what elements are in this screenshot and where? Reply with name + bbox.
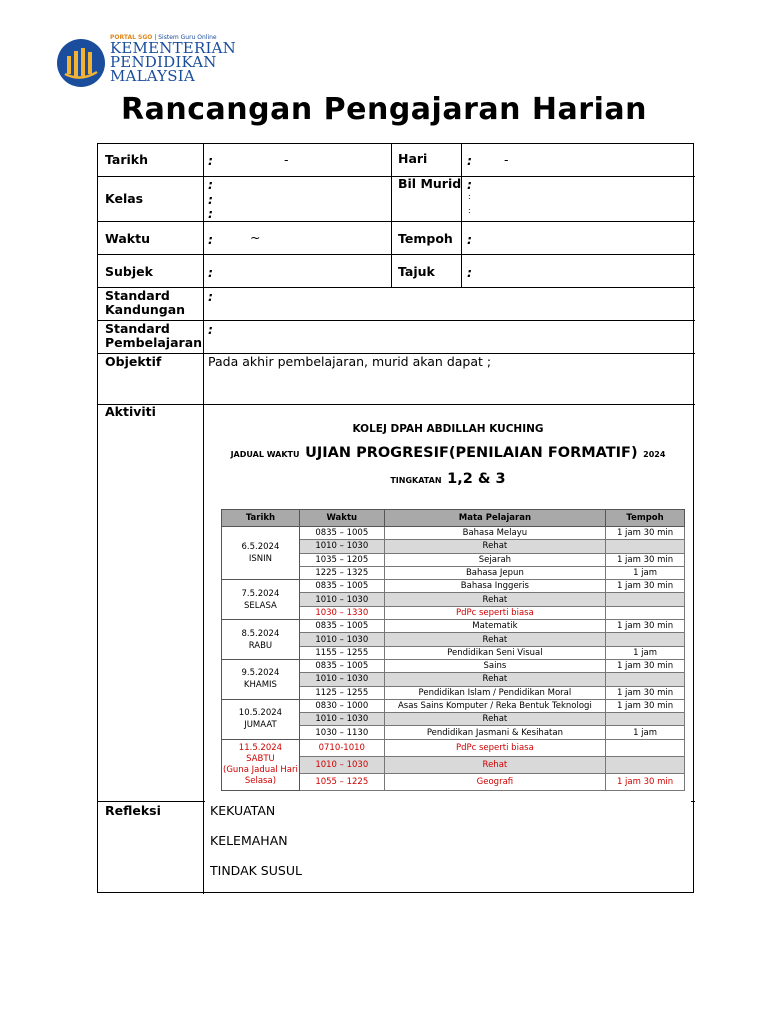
table-row: 11.5.2024 SABTU (Guna Jadual Hari Selasa) 0710-1010 PdPc seperti biasa [222, 739, 685, 756]
tempoh-label: Tempoh [398, 231, 453, 246]
table-row: 1035 – 1205 Sejarah 1 jam 30 min [222, 553, 685, 566]
table-row: 10.5.2024 JUMAAT 0830 – 1000 Asas Sains Komputer / Reka Bentuk Teknologi 1 jam 30 min [222, 699, 685, 712]
table-row: 9.5.2024 KHAMIS 0835 – 1005 Sains 1 jam 30 min [222, 659, 685, 672]
kekuatan-text[interactable]: KEKUATAN [210, 803, 276, 818]
hari-field[interactable]: - [504, 152, 509, 167]
tingkatan-line: TINGKATAN 1,2 & 3 [390, 471, 506, 487]
table-row: 1055 – 1225 Geografi 1 jam 30 min [222, 773, 685, 790]
standard-pembelajaran-label: Standard Pembelajaran [105, 321, 203, 350]
subjek-label: Subjek [105, 264, 153, 279]
kpm-emblem-icon [56, 38, 106, 88]
table-row: 1010 – 1030 Rehat [222, 673, 685, 686]
page-title: Rancangan Pengajaran Harian [121, 92, 647, 127]
table-row: 1010 – 1030 Rehat [222, 633, 685, 646]
standard-kandungan-label: Standard Kandungan [105, 288, 186, 317]
ministry-line-1: KEMENTERIAN [110, 39, 236, 57]
kelemahan-text[interactable]: KELEMAHAN [210, 833, 288, 848]
col-tarikh: Tarikh [222, 510, 300, 527]
kelas-label: Kelas [105, 191, 144, 206]
rph-form: Tarikh : - Hari : - Kelas : : : Bil Murid : : : Waktu : ~ Tempoh : Subjek : Tajuk : Standard Kandungan : Standard Pembelajaran : Objektif Pada akhir pembelajaran, murid akan dapat ; Aktiviti KOLEJ DPAH ABDILLAH KUCHING JADUAL WAKTU UJIAN PROGRESIF(PENILAIAN FORMATIF) 2024 TINGKATAN 1,2 & 3 Tarikh Waktu Mata Pelajaran Tempoh 6.5.2024 ISNIN 0835 – 1005 Bahasa Melayu 1 jam 30 min 1010 – 1030 Rehat 1035 – 1205 Sejarah 1 jam 30 min 1225 – 1325 Bahasa Jepun 1 jam 7.5.2024 SELASA 0835 – 1005 Bahasa Inggeris 1 jam 30 min 1010 – 1030 Rehat 1030 – 1330 PdPc seperti biasa 8.5.2024 RABU 0835 – 1005 Matematik 1 jam 30 min 1010 – 1030 Rehat 1155 – 1255 Pendidikan Seni Visual 1 jam 9.5.2024 KHAMIS 0835 – 1005 Sains 1 jam 30 min 1010 – 1030 Rehat 1125 – 1255 Pendidikan Islam / Pendidikan Moral 1 jam 30 min 10.5.2024 JUMAAT 0830 – 1000 Asas Sains Komputer / Reka Bentuk Teknologi 1 jam 30 min 1010 – 1030 Rehat 1030 – 1130 Pendidikan Jasmani & Kesihatan 1 jam 11.5.2024 SABTU (Guna Jadual Hari Selasa) 0710-1010 PdPc seperti biasa 1010 – 1030 Rehat 1055 – 1225 Geografi 1 jam 30 min Refleksi KEKUATAN KELEMAHAN TINDAK SUSUL [97, 143, 694, 893]
tajuk-label: Tajuk [398, 264, 435, 279]
waktu-label: Waktu [105, 231, 150, 246]
table-row: 1010 – 1030 Rehat [222, 756, 685, 773]
timetable [221, 509, 685, 791]
aktiviti-label: Aktiviti [105, 404, 156, 419]
table-row: 1010 – 1030 Rehat [222, 593, 685, 606]
ministry-line-2: PENDIDIKAN [110, 53, 217, 71]
waktu-field[interactable]: ~ [250, 230, 261, 245]
col-tempoh: Tempoh [606, 510, 685, 527]
ministry-line-3: MALAYSIA [110, 67, 195, 85]
col-mata-pelajaran: Mata Pelajaran [384, 510, 605, 527]
date-cell: 11.5.2024 SABTU (Guna Jadual Hari Selasa) [222, 739, 300, 790]
date-cell: 9.5.2024 KHAMIS [222, 659, 300, 699]
tindak-susul-text[interactable]: TINDAK SUSUL [210, 863, 302, 878]
school-name: KOLEJ DPAH ABDILLAH KUCHING [352, 423, 544, 435]
tarikh-field[interactable]: - [284, 152, 289, 167]
kpm-logo [56, 34, 236, 86]
portal-sub: | Sistem Guru Online [154, 34, 217, 41]
timetable-image [205, 405, 691, 802]
portal-label: PORTAL SGO [110, 34, 153, 41]
table-row: 1030 – 1330 PdPc seperti biasa [222, 606, 685, 619]
table-row: 1030 – 1130 Pendidikan Jasmani & Kesihatan 1 jam [222, 726, 685, 739]
date-cell: 10.5.2024 JUMAAT [222, 699, 300, 739]
date-cell: 8.5.2024 RABU [222, 620, 300, 660]
table-row: 8.5.2024 RABU 0835 – 1005 Matematik 1 jam 30 min [222, 620, 685, 633]
table-row: 6.5.2024 ISNIN 0835 – 1005 Bahasa Melayu 1 jam 30 min [222, 527, 685, 540]
ministry-name [110, 41, 236, 83]
table-row: 1125 – 1255 Pendidikan Islam / Pendidikan Moral 1 jam 30 min [222, 686, 685, 699]
date-cell: 7.5.2024 SELASA [222, 580, 300, 620]
objektif-label: Objektif [105, 354, 162, 369]
table-row: 1155 – 1255 Pendidikan Seni Visual 1 jam [222, 646, 685, 659]
date-cell: 6.5.2024 ISNIN [222, 527, 300, 580]
refleksi-label: Refleksi [105, 803, 161, 818]
timetable-title: JADUAL WAKTU UJIAN PROGRESIF(PENILAIAN FORMATIF) 2024 [230, 445, 666, 461]
table-row: 7.5.2024 SELASA 0835 – 1005 Bahasa Inggeris 1 jam 30 min [222, 580, 685, 593]
bil-murid-label: Bil Murid [398, 176, 462, 191]
col-waktu: Waktu [299, 510, 384, 527]
tarikh-label: Tarikh [105, 152, 149, 167]
table-row: 1225 – 1325 Bahasa Jepun 1 jam [222, 566, 685, 579]
table-row: 1010 – 1030 Rehat [222, 713, 685, 726]
table-row: 1010 – 1030 Rehat [222, 540, 685, 553]
objektif-text[interactable]: Pada akhir pembelajaran, murid akan dapat ; [208, 354, 492, 369]
hari-label: Hari [398, 151, 428, 166]
